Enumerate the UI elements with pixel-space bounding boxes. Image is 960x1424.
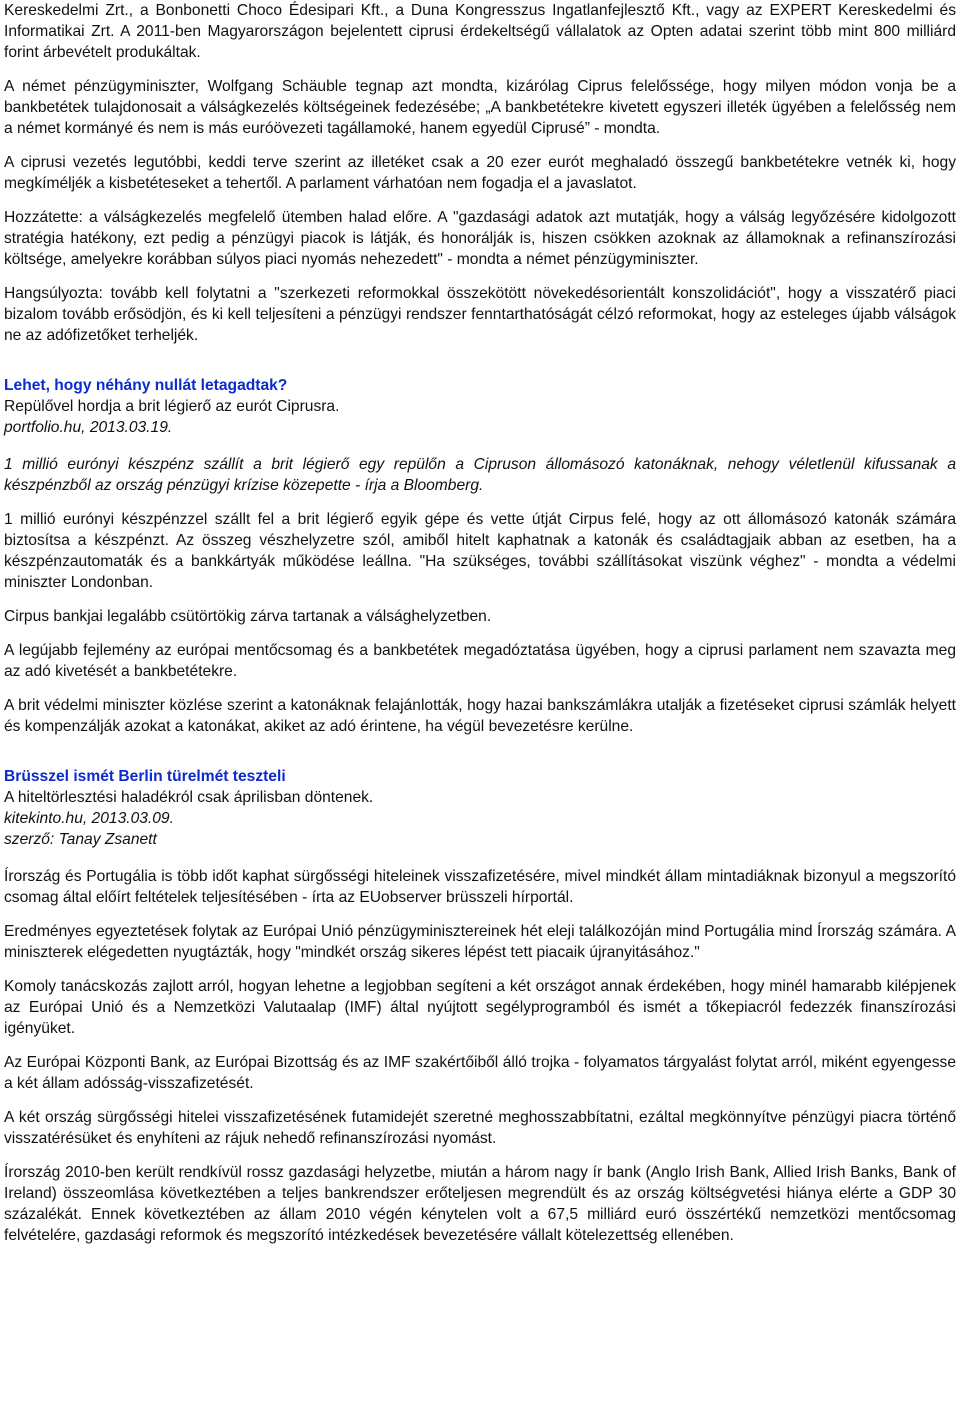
article-2 <box>4 766 956 1246</box>
article-2-paragraph-1: Írország és Portugália is több időt kaphat sürgősségi hiteleinek visszafizetésére, mivel mindkét állam mintadiáknak bizonyul a megszorító csomag által előírt feltételek teljesítésében - írta az EUobserver brüsszeli hírportál. <box>4 868 956 906</box>
article-1-summary: 1 millió eurónyi készpénz szállít a brit légierő egy repülőn a Cipruson állomásozó katonáknak, nehogy véletlenül kifussanak a készpénzből az ország pénzügyi krízise közepette - írja a Bloomberg. <box>4 456 956 494</box>
article-2-paragraph-2: Eredményes egyeztetések folytak az Európai Unió pénzügyminisztereinek hét eleji találkozóján mind Portugália mind Írország számára. A miniszterek elégedetten nyugtázták, hogy "mindkét ország sikeres lépést tett piacaik újranyitásához." <box>4 923 956 961</box>
article-1-paragraph-2: Cirpus bankjai legalább csütörtökig zárva tartanak a válsághelyzetben. <box>4 608 492 625</box>
article-1-paragraph-1: 1 millió eurónyi készpénzzel szállt fel a brit légierő egyik gépe és vette útját Cirpus felé, hogy az ott állomásozó katonák számára biztosítsa a készpénzt. Az összeg vészhelyzetre szól, amiből hitelt kaphatnak a katonák és családtagjaik abban az esetben, ha a készpénzautomaták és a bankkártyák működése leállna. "Ha szükséges, további szállításokat viszünk véghez" - mondta a védelmi miniszter Londonban. <box>4 511 956 591</box>
article-2-source: kitekinto.hu, 2013.03.09. <box>4 810 174 827</box>
article-1-lead: Repülővel hordja a brit légierő az eurót Ciprusra. <box>4 398 340 415</box>
article-2-lead: A hiteltörlesztési haladékról csak áprilisban döntenek. <box>4 789 374 806</box>
article-1-paragraph-3: A legújabb fejlemény az európai mentőcsomag és a bankbetétek megadóztatása ügyében, hogy a ciprusi parlament nem szavazta meg az adó kivetését a bankbetétekre. <box>4 642 956 680</box>
article-1-paragraph-4: A brit védelmi miniszter közlése szerint a katonáknak felajánlották, hogy hazai bankszámlákra utalják a fizetéseket ciprusi számlák helyett és kompenzálják azokat a katonákat, akiket az adó érintene, ha végül bevezetésre kerülne. <box>4 697 956 735</box>
article-2-author: szerző: Tanay Zsanett <box>4 831 157 848</box>
article-2-paragraph-3: Komoly tanácskozás zajlott arról, hogyan lehetne a legjobban segíteni a két országot annak érdekében, hogy minél hamarabb kilépjenek az Európai Unió és a Nemzetközi Valutaalap (IMF) által nyújtott segélyprogramból és ismét a tőkepiacról fedezzék finanszírozási igényüket. <box>4 978 956 1037</box>
article-1-source: portfolio.hu, 2013.03.19. <box>4 419 173 436</box>
intro-paragraph-3: Hozzátette: a válságkezelés megfelelő ütemben halad előre. A "gazdasági adatok azt mutatják, hogy a válság legyőzésére kidolgozott stratégia hatékony, ezt pedig a pénzügyi piacok is látják, és honorálják is, hiszen csökken azoknak az államoknak a refinanszírozási költsége, amelyekre korábban súlyos piaci nyomás nehezedett" - mondta a német pénzügyminiszter. <box>4 209 956 268</box>
article-2-paragraph-6: Írország 2010-ben került rendkívül rossz gazdasági helyzetbe, miután a három nagy ír bank (Anglo Irish Bank, Allied Irish Banks, Bank of Ireland) összeomlása következtében a teljes bankrendszer erőteljesen megrendült és az ország költségvetési hiánya elérte a GDP 30 százalékát. Ennek következtében az állam 2010 végén kénytelen volt a 67,5 milliárd euró összértékű nemzetközi mentőcsomag felvételére, gazdasági reformok és megszorító intézkedések bevezetésére vállalt kötelezettség ellenében. <box>4 1164 956 1244</box>
article-2-title: Brüsszel ismét Berlin türelmét teszteli <box>4 768 286 785</box>
intro-paragraph-0: Kereskedelmi Zrt., a Bonbonetti Choco Édesipari Kft., a Duna Kongresszus Ingatlanfejlesztő Kft., vagy az EXPERT Kereskedelmi és Informatikai Zrt. A 2011-ben Magyarországon bejelentett ciprusi érdekeltségű vállalatok az Opten adatai szerint több mint 800 milliárd forint árbevételt produkáltak. <box>4 2 956 61</box>
article-1 <box>4 375 956 737</box>
article-1-title: Lehet, hogy néhány nullát letagadtak? <box>4 377 288 394</box>
intro-paragraph-4: Hangsúlyozta: tovább kell folytatni a "szerkezeti reformokkal összekötött növekedésorientált konszolidációt", hogy a visszatérő piaci bizalom tovább erősödjön, és ki kell teljesíteni a pénzügyi rendszer fenntarthatóságát célzó reformokat, hogy az esteleges újabb válságok ne az adófizetőket terheljék. <box>4 285 956 344</box>
article-2-paragraph-5: A két ország sürgősségi hitelei visszafizetésének futamidejét szeretné meghosszabbítatni, ezáltal megkönnyítve pénzügyi piacra történő visszatérésüket és enyhíteni az rájuk nehedő refinanszírozási nyomást. <box>4 1109 956 1147</box>
intro-paragraph-1: A német pénzügyminiszter, Wolfgang Schäuble tegnap azt mondta, kizárólag Ciprus felelőssége, hogy milyen módon vonja be a bankbetétek tulajdonosait a válságkezelés költségeinek fedezésébe; „A bankbetétekre kivetett egyszeri illeték ügyében a felelősség nem a német kormányé és nem is más euróövezeti tagállamoké, hanem egyedül Ciprusé” - mondta. <box>4 78 956 137</box>
intro-paragraph-2: A ciprusi vezetés legutóbbi, keddi terve szerint az illetéket csak a 20 ezer eurót meghaladó összegű bankbetétekre vetnék ki, hogy megkíméljék a kisbetéteseket a tehertől. A parlament várhatóan nem fogadja el a javaslatot. <box>4 154 956 192</box>
article-2-paragraph-4: Az Európai Központi Bank, az Európai Bizottság és az IMF szakértőiből álló trojka - folyamatos tárgyalást folytat arról, miként egyengesse a két állam adósság-visszafizetését. <box>4 1054 956 1092</box>
